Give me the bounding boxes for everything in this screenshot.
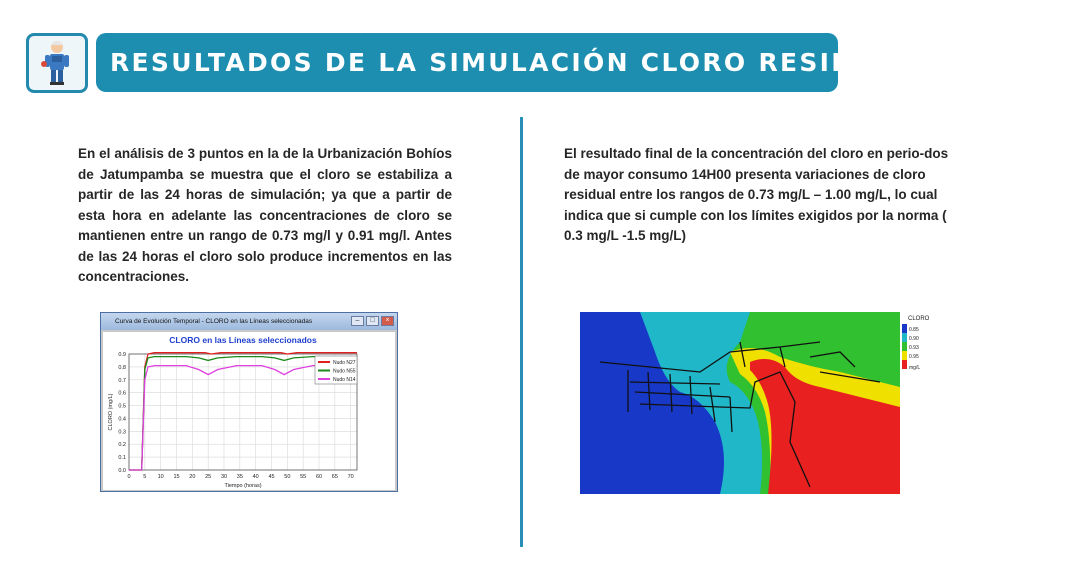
legend-label: 0.95 <box>909 354 919 360</box>
legend-label: 0.85 <box>909 327 919 333</box>
y-tick-label: 0.1 <box>118 455 126 462</box>
x-tick-label: 20 <box>189 474 196 480</box>
y-tick-label: 0.7 <box>118 377 126 384</box>
y-tick-label: 0.9 <box>118 352 126 358</box>
left-paragraph: En el análisis de 3 puntos en la de la Urbanización Bohíos de Jatumpamba se muestra que el cloro se estabiliza a partir de las 24 horas de simulación; ya que a partir de esta hora en adelante las concentraciones de cloro se mantienen entre un rango de 0.73 mg/l y 0.91 mg/l. Antes de las 24 horas el cloro solo produce incrementos en las concentraciones. <box>78 146 452 284</box>
map-legend <box>902 316 930 371</box>
chart-title: CLORO en las Líneas seleccionados <box>169 335 317 345</box>
map-legend-title: CLORO <box>908 316 930 322</box>
legend-entry: Nudo N55 <box>333 368 356 375</box>
x-tick-label: 15 <box>173 474 180 480</box>
x-tick-label: 25 <box>205 474 212 480</box>
y-tick-label: 0.3 <box>118 429 126 436</box>
chart-window-title: Curva de Evolución Temporal - CLORO en las Líneas seleccionadas <box>115 318 313 325</box>
chloro-line-chart <box>103 332 395 490</box>
y-tick-label: 0.0 <box>118 468 126 474</box>
x-tick-label: 10 <box>157 474 164 480</box>
x-tick-label: 40 <box>252 474 259 480</box>
legend-entry: Nudo N14 <box>333 377 356 383</box>
maximize-button[interactable]: □ <box>366 316 379 326</box>
column-divider <box>520 117 523 547</box>
legend-label: mg/L <box>909 365 921 371</box>
y-tick-label: 0.2 <box>118 442 126 449</box>
chlorine-network-map <box>580 312 930 494</box>
legend-swatch-cyan <box>902 333 907 342</box>
y-tick-label: 0.5 <box>118 403 126 410</box>
y-tick-label: 0.8 <box>118 364 126 371</box>
x-tick-label: 50 <box>284 474 291 480</box>
x-tick-label: 65 <box>331 474 338 480</box>
chart-plot-area <box>103 332 395 490</box>
y-tick-label: 0.6 <box>118 390 126 397</box>
minimize-button[interactable]: – <box>351 316 364 326</box>
x-tick-label: 45 <box>268 474 275 480</box>
logo-icon <box>26 33 88 93</box>
legend-label: 0.93 <box>909 345 919 351</box>
x-tick-label: 70 <box>347 474 354 480</box>
right-paragraph: El resultado final de la concentración del cloro en perio-dos de mayor consumo 14H00 presenta variaciones de cloro residual entre los rangos de 0.73 mg/L – 1.00 mg/L, lo cual indica que si cumple con los límites exigidos por la norma ( 0.3 mg/L -1.5 mg/L) <box>564 146 949 243</box>
x-tick-label: 35 <box>236 474 243 480</box>
legend-swatch-green <box>902 342 907 351</box>
legend-entry: Nudo N27 <box>333 360 356 366</box>
x-tick-label: 5 <box>143 474 147 480</box>
y-tick-label: 0.4 <box>118 416 126 423</box>
x-tick-label: 55 <box>300 474 307 480</box>
x-axis-label: Tiempo (horas) <box>224 483 262 489</box>
x-tick-label: 0 <box>127 474 131 480</box>
legend-swatch-red <box>902 360 907 369</box>
x-tick-label: 60 <box>315 474 323 480</box>
title-banner <box>96 33 1072 92</box>
page-title: RESULTADOS DE LA SIMULACIÓN CLORO RESIDUAL - EPANET <box>110 48 1072 77</box>
close-button[interactable]: × <box>381 316 394 326</box>
chart-window-titlebar[interactable] <box>101 313 397 330</box>
legend-swatch-blue <box>902 324 907 333</box>
y-axis-label: CLORO (mg/L) <box>108 393 114 431</box>
x-tick-label: 30 <box>220 474 228 480</box>
worker-icon <box>29 36 85 90</box>
chart-window <box>100 312 398 492</box>
legend-swatch-yellow <box>902 351 907 360</box>
legend-label: 0.90 <box>909 336 919 342</box>
